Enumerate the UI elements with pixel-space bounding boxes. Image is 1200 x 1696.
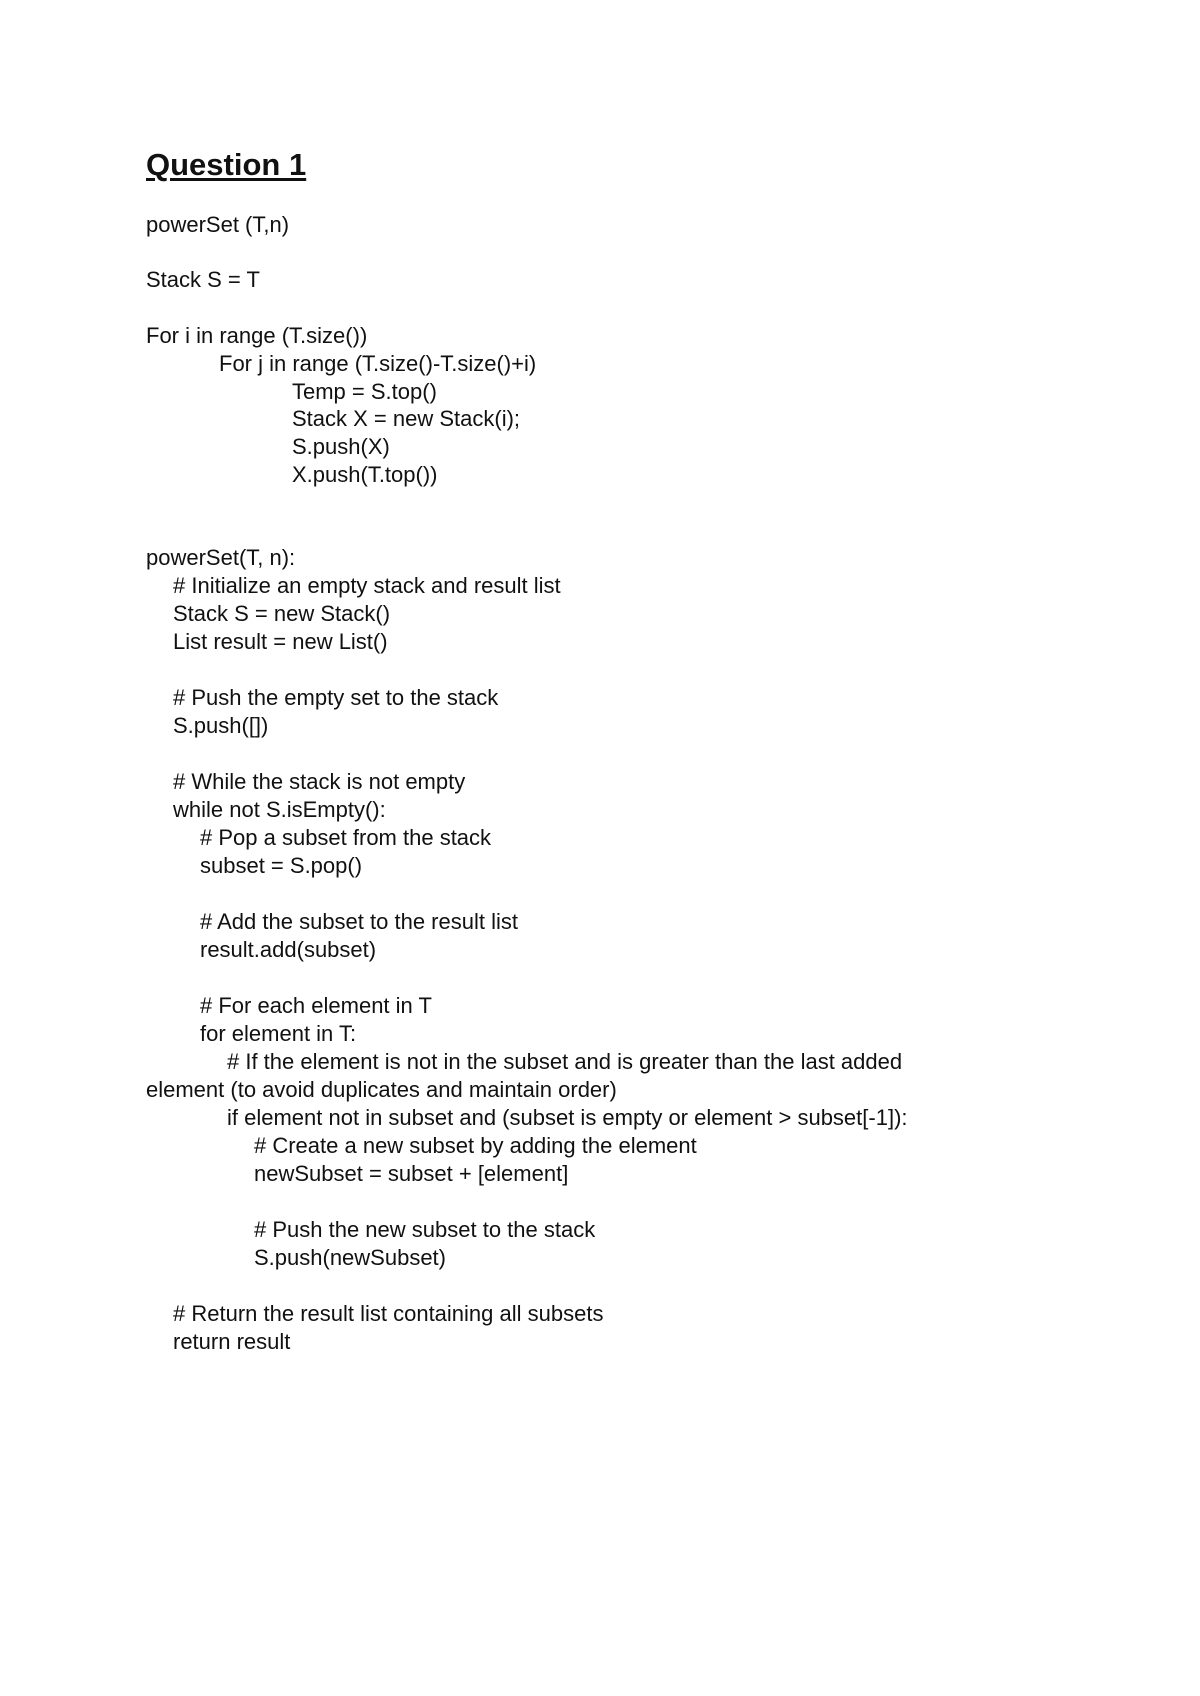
code-line: result.add(subset) [200,937,377,962]
code-line: for element in T: [200,1021,357,1046]
code-line: powerSet(T, n): [146,545,296,570]
code-line: while not S.isEmpty(): [173,797,386,822]
code-comment: # Push the empty set to the stack [173,685,499,710]
code-comment: # Return the result list containing all subsets [173,1301,604,1326]
code-comment: # Create a new subset by adding the element [254,1133,697,1158]
code-line: Stack X = new Stack(i); [292,406,521,431]
code-comment: # Pop a subset from the stack [200,825,492,850]
question-heading: Question 1 [146,147,307,182]
code-line: Temp = S.top() [292,379,437,404]
code-comment: # For each element in T [200,993,432,1018]
code-line: if element not in subset and (subset is empty or element > subset[-1]): [227,1105,908,1130]
code-line: X.push(T.top()) [292,462,438,487]
code-line: S.push([]) [173,713,269,738]
code-line: S.push(newSubset) [254,1245,446,1270]
code-comment: # Initialize an empty stack and result list [173,573,561,598]
code-line: S.push(X) [292,434,390,459]
code-line: powerSet (T,n) [146,212,290,237]
code-line: return result [173,1329,291,1354]
code-line: For j in range (T.size()-T.size()+i) [219,351,537,376]
code-line: Stack S = T [146,267,260,292]
code-comment: # If the element is not in the subset and is greater than the last added [227,1049,903,1074]
code-comment: element (to avoid duplicates and maintain order) [146,1077,617,1102]
code-line: For i in range (T.size()) [146,323,368,348]
code-line: subset = S.pop() [200,853,363,878]
code-comment: # While the stack is not empty [173,769,466,794]
code-comment: # Push the new subset to the stack [254,1217,596,1242]
code-line: newSubset = subset + [element] [254,1161,569,1186]
code-line: List result = new List() [173,629,388,654]
code-comment: # Add the subset to the result list [200,909,518,934]
code-line: Stack S = new Stack() [173,601,391,626]
